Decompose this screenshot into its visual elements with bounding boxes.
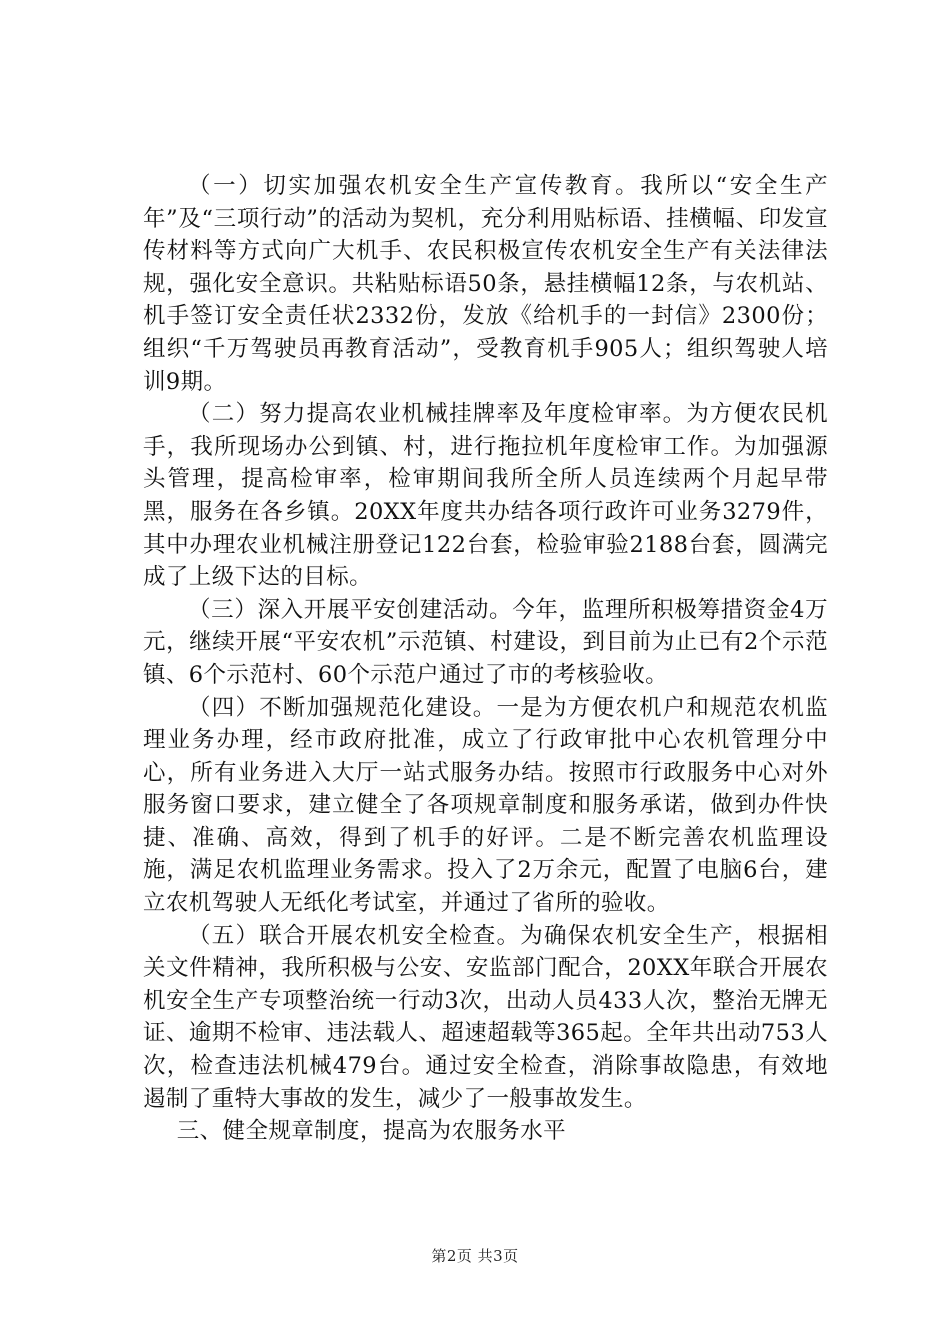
section-heading: 三、健全规章制度，提高为农服务水平: [176, 1118, 567, 1145]
paragraph-joint-inspection: （五）联合开展农机安全检查。为确保农机安全生产，根据相关文件精神，我所积极与公安、安监部门配合，20XX年联合开展农机安全生产专项整治统一行动3次，出动人员433人次，整治无牌无证、逾期不检审、违法载人、超速超载等365起。全年共出动753人次，检查违法机械479台。通过安全检查，消除事故隐患，有效地遏制了重特大事故的发生，减少了一般事故发生。: [143, 922, 828, 1112]
page-number-footer: 第2页 共3页: [431, 1247, 519, 1265]
paragraph-propaganda-education: （一）切实加强农机安全生产宣传教育。我所以“安全生产年”及“三项行动”的活动为契机，充分利用贴标语、挂横幅、印发宣传材料等方式向广大机手、农民积极宣传农机安全生产有关法律法规，强化安全意识。共粘贴标语50条，悬挂横幅12条，与农机站、机手签订安全责任状2332份，发放《给机手的一封信》2300份；组织“千万驾驶员再教育活动”，受教育机手905人；组织驾驶人培训9期。: [143, 173, 828, 395]
paragraph-standardization: （四）不断加强规范化建设。一是为方便农机户和规范农机监理业务办理，经市政府批准，成立了行政审批中心农机管理分中心，所有业务进入大厅一站式服务办结。按照市行政服务中心对外服务窗口要求，建立健全了各项规章制度和服务承诺，做到办件快捷、准确、高效，得到了机手的好评。二是不断完善农机监理设施，满足农机监理业务需求。投入了2万余元，配置了电脑6台，建立农机驾驶人无纸化考试室，并通过了省所的验收。: [143, 694, 828, 917]
paragraph-registration-inspection: （二）努力提高农业机械挂牌率及年度检审率。为方便农民机手，我所现场办公到镇、村，进行拖拉机年度检审工作。为加强源头管理，提高检审率，检审期间我所全所人员连续两个月起早带黑，服务在各乡镇。20XX年度共办结各项行政许可业务3279件，其中办理农业机械注册登记122台套，检验审验2188台套，圆满完成了上级下达的目标。: [143, 401, 828, 591]
document-body: [143, 170, 828, 1148]
paragraph-safety-campaign: （三）深入开展平安创建活动。今年，监理所积极筹措资金4万元，继续开展“平安农机”示范镇、村建设，到目前为止已有2个示范镇、6个示范村、60个示范户通过了市的考核验收。: [143, 596, 828, 688]
